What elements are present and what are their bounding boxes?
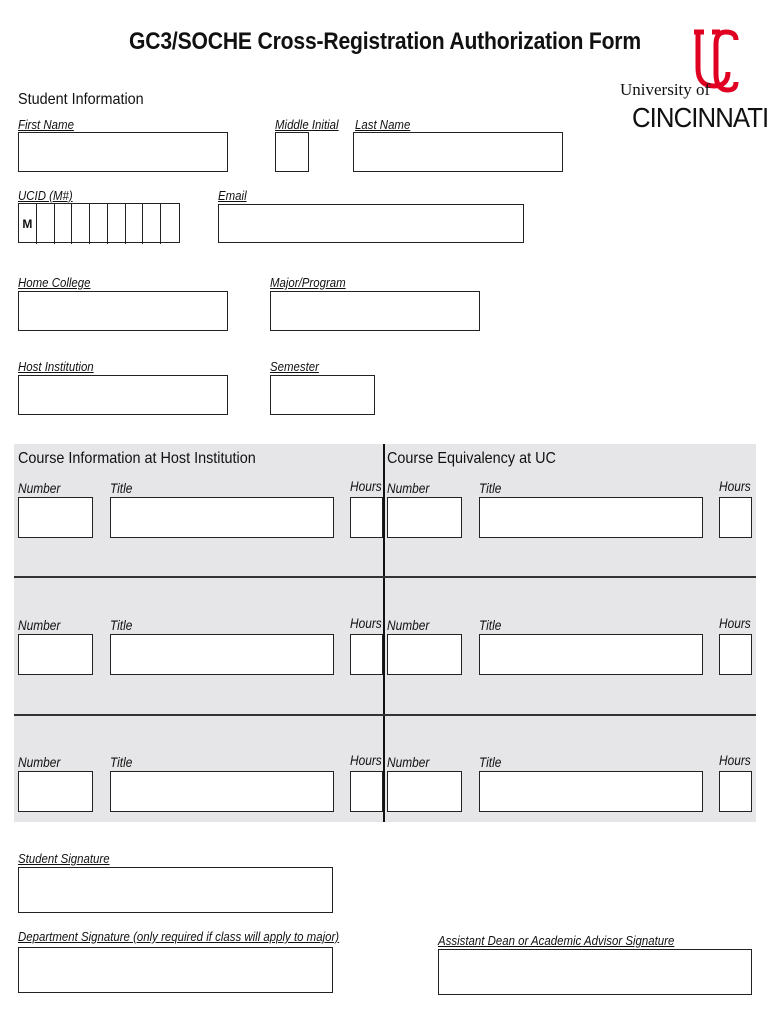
student-signature-field[interactable] (18, 867, 333, 913)
email-label: Email (218, 188, 247, 203)
course-title-label: Title (479, 480, 502, 496)
host-number-field[interactable] (18, 771, 93, 812)
ucid-digit[interactable] (90, 204, 108, 244)
advisor-signature-label: Assistant Dean or Academic Advisor Signature (438, 933, 675, 948)
semester-field[interactable] (270, 375, 375, 415)
host-institution-field[interactable] (18, 375, 228, 415)
course-hours-label: Hours (719, 752, 751, 768)
ucid-digit[interactable] (126, 204, 144, 244)
course-divider-row (14, 576, 756, 578)
last-name-field[interactable] (353, 132, 563, 172)
first-name-field[interactable] (18, 132, 228, 172)
uc-number-field[interactable] (387, 634, 462, 675)
host-title-field[interactable] (110, 771, 334, 812)
course-number-label: Number (18, 754, 61, 770)
middle-initial-field[interactable] (275, 132, 309, 172)
student-info-heading: Student Information (18, 91, 144, 108)
department-signature-field[interactable] (18, 947, 333, 993)
course-number-label: Number (387, 617, 430, 633)
course-divider-vertical (383, 444, 385, 822)
host-institution-label: Host Institution (18, 359, 94, 374)
last-name-label: Last Name (355, 117, 411, 132)
course-title-label: Title (110, 754, 133, 770)
host-course-heading: Course Information at Host Institution (18, 450, 256, 467)
uc-title-field[interactable] (479, 771, 703, 812)
advisor-signature-field[interactable] (438, 949, 752, 995)
host-title-field[interactable] (110, 634, 334, 675)
major-label: Major/Program (270, 275, 346, 290)
course-number-label: Number (387, 754, 430, 770)
host-hours-field[interactable] (350, 634, 383, 675)
host-number-field[interactable] (18, 497, 93, 538)
uc-title-field[interactable] (479, 497, 703, 538)
ucid-field[interactable] (18, 203, 180, 243)
logo-university-text: University of (620, 80, 711, 99)
department-signature-label: Department Signature (only required if class will apply to major) (18, 929, 340, 944)
uc-hours-field[interactable] (719, 634, 752, 675)
email-field[interactable] (218, 204, 524, 243)
logo-cincinnati-text: CINCINNATI (632, 102, 769, 133)
course-title-label: Title (479, 617, 502, 633)
course-hours-label: Hours (719, 615, 751, 631)
course-number-label: Number (18, 480, 61, 496)
uc-hours-field[interactable] (719, 497, 752, 538)
uc-hours-field[interactable] (719, 771, 752, 812)
uc-course-heading: Course Equivalency at UC (387, 450, 556, 467)
host-hours-field[interactable] (350, 497, 383, 538)
major-field[interactable] (270, 291, 480, 331)
ucid-digit[interactable] (108, 204, 126, 244)
uc-title-field[interactable] (479, 634, 703, 675)
semester-label: Semester (270, 359, 319, 374)
course-title-label: Title (110, 617, 133, 633)
course-title-label: Title (110, 480, 133, 496)
home-college-field[interactable] (18, 291, 228, 331)
middle-initial-label: Middle Initial (275, 117, 339, 132)
host-hours-field[interactable] (350, 771, 383, 812)
ucid-digit[interactable] (72, 204, 90, 244)
course-number-label: Number (18, 617, 61, 633)
ucid-digit[interactable] (161, 204, 179, 244)
first-name-label: First Name (18, 117, 74, 132)
course-title-label: Title (479, 754, 502, 770)
course-number-label: Number (387, 480, 430, 496)
course-hours-label: Hours (350, 615, 382, 631)
course-divider-row (14, 714, 756, 716)
page-title: GC3/SOCHE Cross-Registration Authorization Form (129, 28, 641, 55)
host-number-field[interactable] (18, 634, 93, 675)
uc-number-field[interactable] (387, 497, 462, 538)
student-signature-label: Student Signature (18, 851, 110, 866)
uc-number-field[interactable] (387, 771, 462, 812)
course-hours-label: Hours (350, 752, 382, 768)
course-hours-label: Hours (350, 478, 382, 494)
ucid-label: UCID (M#) (18, 188, 73, 203)
host-title-field[interactable] (110, 497, 334, 538)
course-hours-label: Hours (719, 478, 751, 494)
uc-logo (620, 28, 769, 138)
ucid-digit[interactable] (143, 204, 161, 244)
ucid-prefix: M (19, 204, 37, 244)
home-college-label: Home College (18, 275, 91, 290)
ucid-digit[interactable] (37, 204, 55, 244)
ucid-digit[interactable] (55, 204, 73, 244)
